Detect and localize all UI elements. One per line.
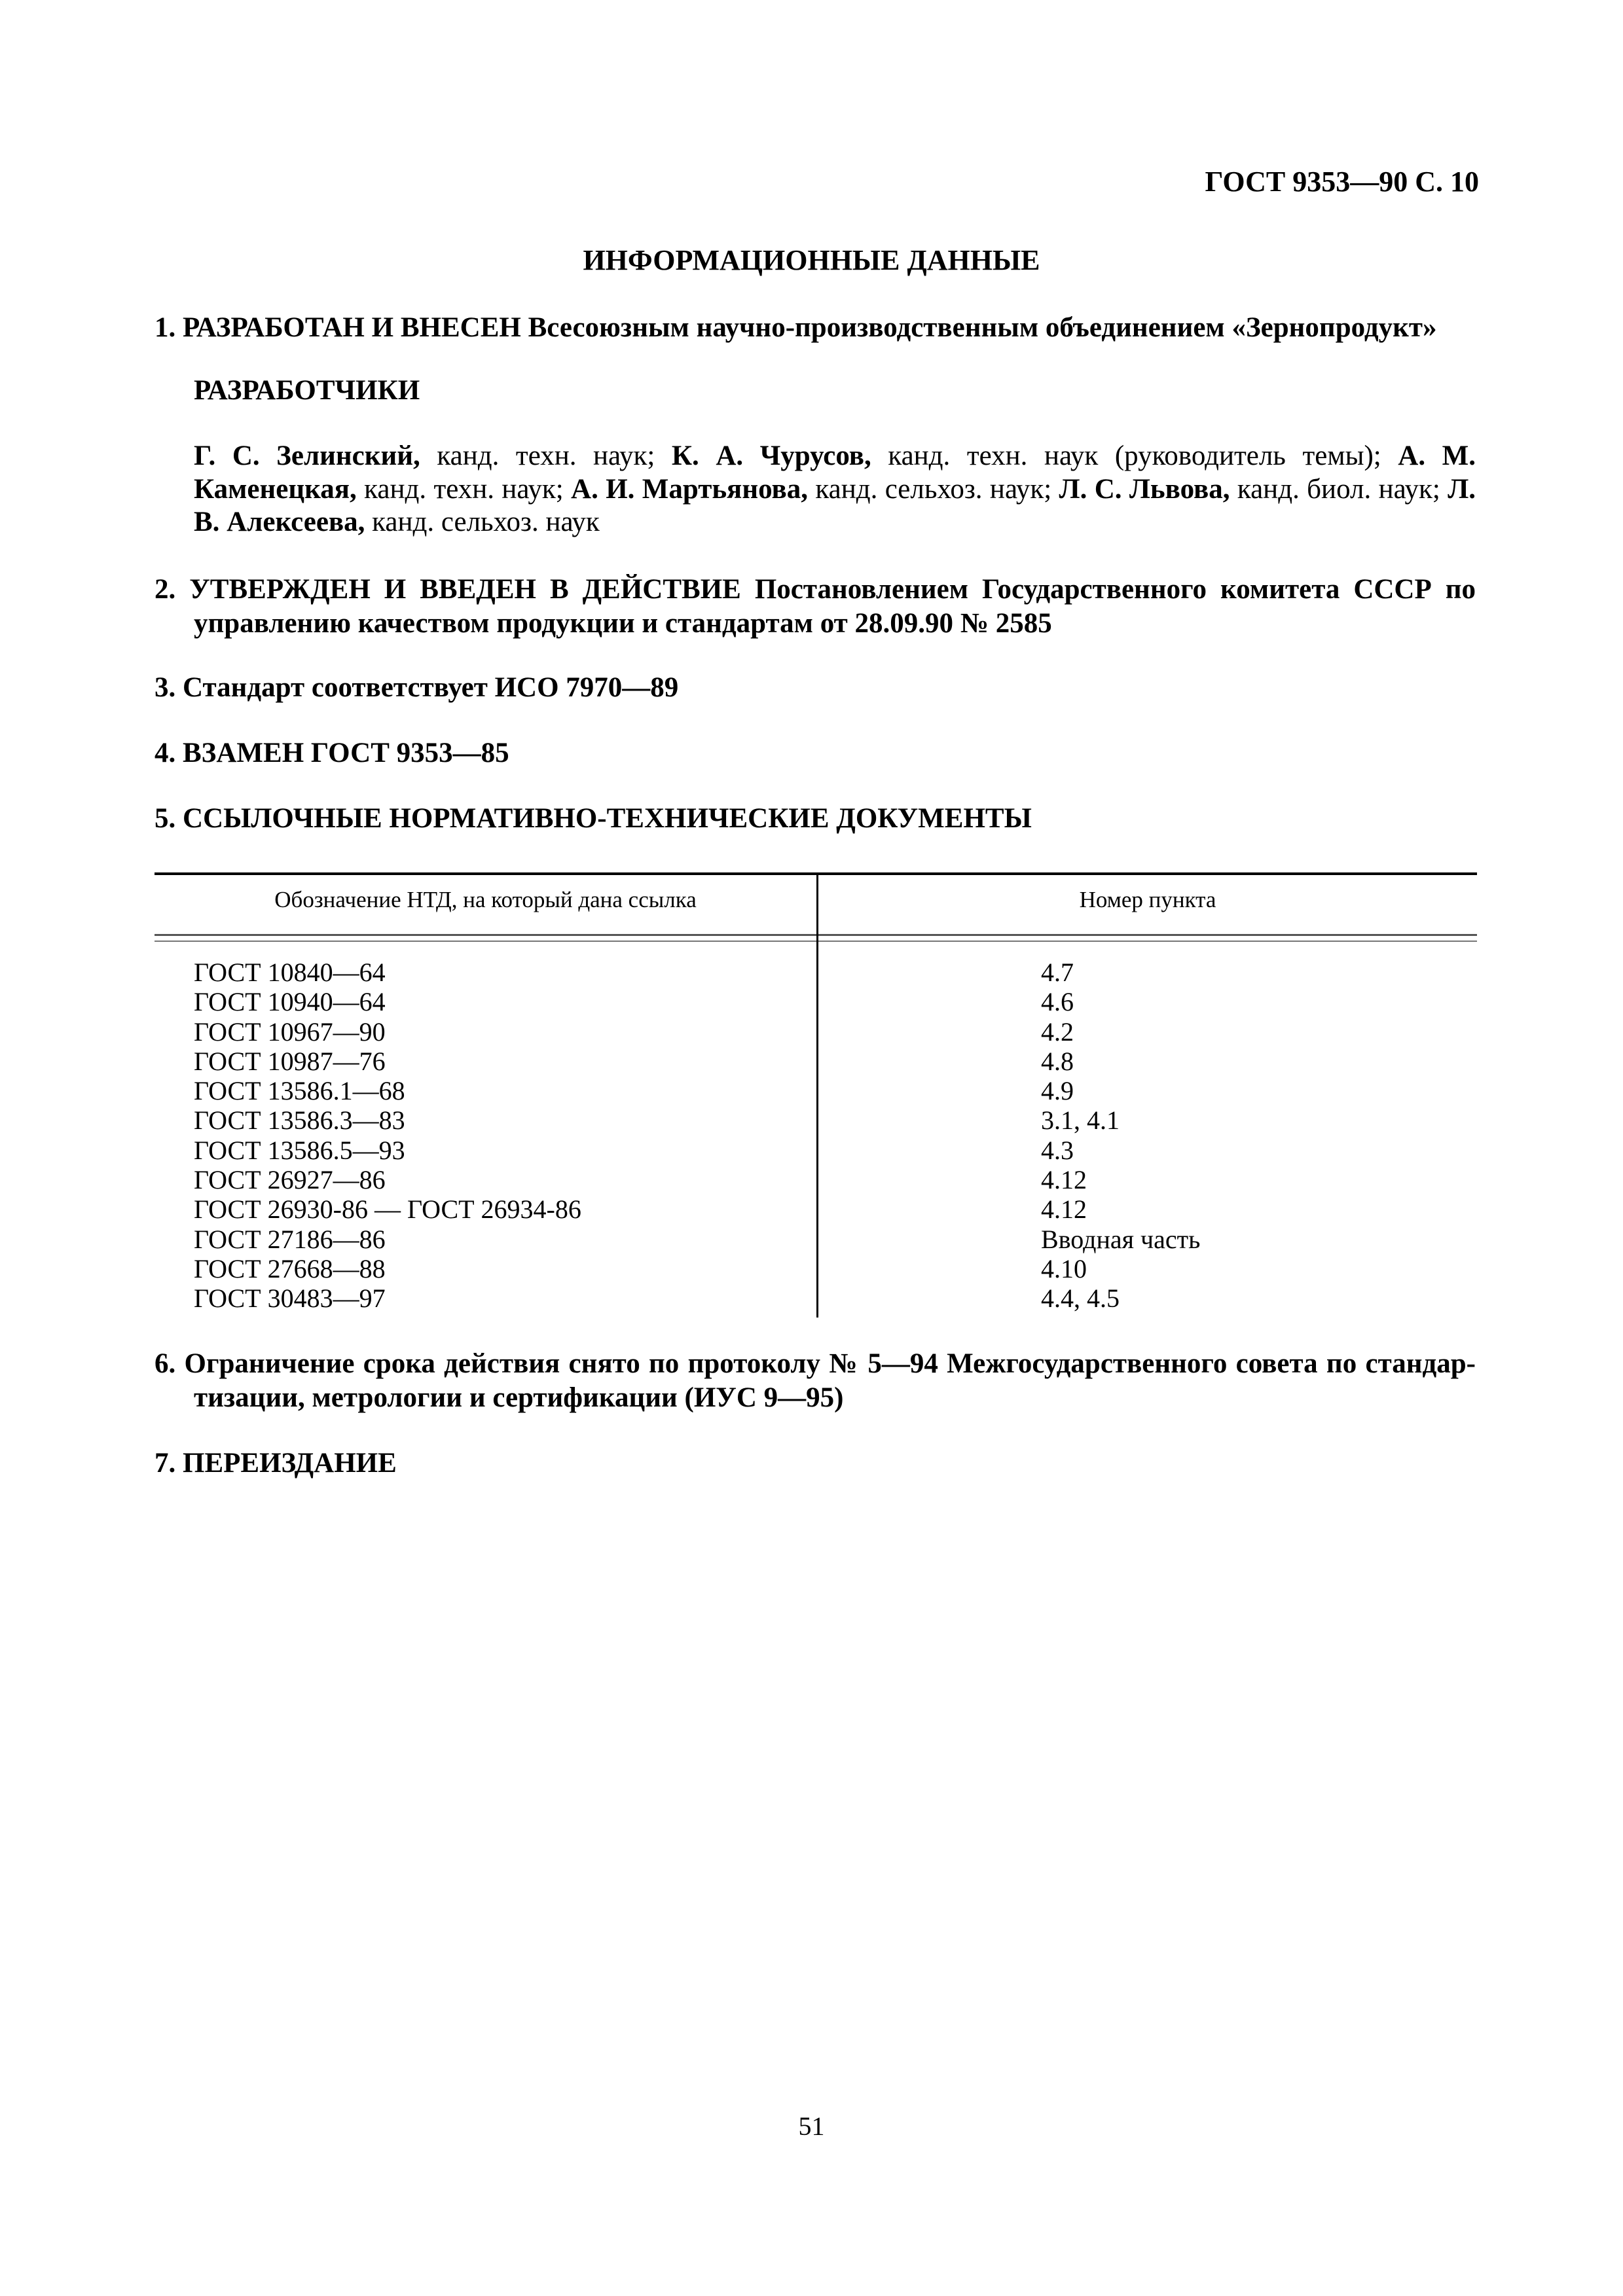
- cell-designation: ГОСТ 10940—64: [194, 987, 386, 1017]
- table-header-designation: Обозначение НТД, на который дана ссылка: [274, 887, 697, 912]
- cell-clause: 4.7: [1041, 958, 1074, 987]
- developer-degree: канд. техн. наук (руководитель темы);: [871, 440, 1398, 471]
- cell-designation: ГОСТ 13586.3—83: [194, 1105, 405, 1136]
- developer-degree: канд. техн. наук;: [420, 440, 672, 471]
- developer-name: Л. В. Алексеева,: [194, 473, 1476, 538]
- table-header-rule: [155, 934, 1477, 936]
- item-5: 5. ССЫЛОЧНЫЕ НОРМАТИВНО-ТЕХНИЧЕСКИЕ ДОКУМЕНТЫ: [155, 803, 1032, 834]
- developer-name: А. И. Мартьянова,: [571, 473, 808, 505]
- developer-name: Л. С. Львова,: [1059, 473, 1230, 505]
- table-body: [155, 958, 1477, 1314]
- cell-clause: 4.2: [1041, 1016, 1074, 1047]
- cell-clause: 4.12: [1041, 1165, 1087, 1195]
- item-2: 2. УТВЕРЖДЕН И ВВЕДЕН В ДЕЙСТВИЕ Постановлением Государственного комитета СССР по управлению качеством продукции и стандартам от 28.09.90 № 2585: [155, 574, 1476, 639]
- cell-designation: ГОСТ 27668—88: [194, 1253, 386, 1283]
- cell-designation: ГОСТ 10840—64: [194, 958, 386, 987]
- item-7: 7. ПЕРЕИЗДАНИЕ: [155, 1448, 397, 1479]
- developer-degree: канд. сельхоз. наук: [365, 507, 600, 538]
- developers-heading: РАЗРАБОТЧИКИ: [194, 375, 420, 406]
- developer-name: К. А. Чурусов,: [671, 440, 871, 471]
- table-row: [155, 1283, 1477, 1313]
- cell-clause: 4.6: [1041, 987, 1074, 1017]
- cell-designation: ГОСТ 26930-86 — ГОСТ 26934-86: [194, 1194, 581, 1225]
- table-row: [155, 987, 1477, 1016]
- developer-degree: канд. техн. наук;: [356, 473, 572, 505]
- table-row: [155, 1225, 1477, 1254]
- cell-clause: 4.8: [1041, 1046, 1074, 1076]
- item-4: 4. ВЗАМЕН ГОСТ 9353—85: [155, 738, 509, 768]
- table-row: [155, 1047, 1477, 1076]
- item-3: 3. Стандарт соответствует ИСО 7970—89: [155, 672, 679, 703]
- table-row: [155, 1136, 1477, 1165]
- table-header-rule-2: [155, 941, 1477, 942]
- table-row: [155, 1165, 1477, 1194]
- table-row: [155, 1017, 1477, 1047]
- references-table: [155, 872, 1477, 1318]
- section-title: ИНФОРМАЦИОННЫЕ ДАННЫЕ: [583, 244, 1040, 276]
- cell-designation: ГОСТ 13586.5—93: [194, 1135, 405, 1165]
- cell-clause: 4.4, 4.5: [1041, 1283, 1120, 1314]
- cell-clause: 4.12: [1041, 1194, 1087, 1225]
- document-header: ГОСТ 9353—90 С. 10: [1205, 166, 1479, 198]
- cell-clause: 4.3: [1041, 1135, 1074, 1165]
- cell-designation: ГОСТ 27186—86: [194, 1224, 386, 1254]
- item-6: 6. Ограничение срока действия снято по протоколу № 5—94 Межгосударственного совета по стандартизации, метрологии и сертификации (ИУС 9—95): [155, 1348, 1476, 1413]
- cell-designation: ГОСТ 10987—76: [194, 1046, 386, 1076]
- cell-designation: ГОСТ 26927—86: [194, 1165, 386, 1195]
- developer-name: А. М. Каменецкая,: [194, 440, 1476, 505]
- cell-designation: ГОСТ 30483—97: [194, 1283, 386, 1314]
- table-top-rule: [155, 872, 1477, 875]
- table-row: [155, 1254, 1477, 1283]
- item-1: [155, 311, 1476, 345]
- developer-degree: канд. сельхоз. наук;: [808, 473, 1059, 505]
- developer-name: Г. С. Зелинский,: [194, 440, 420, 471]
- page-number: 51: [798, 2111, 825, 2141]
- cell-designation: ГОСТ 13586.1—68: [194, 1076, 405, 1106]
- cell-clause: 4.10: [1041, 1253, 1087, 1283]
- cell-clause: 4.9: [1041, 1076, 1074, 1106]
- cell-designation: ГОСТ 10967—90: [194, 1016, 386, 1047]
- cell-clause: Вводная часть: [1041, 1224, 1201, 1254]
- developers-list: [194, 440, 1476, 539]
- table-row: [155, 1194, 1477, 1224]
- table-header-clause: Номер пункта: [1079, 887, 1216, 912]
- table-row: [155, 1076, 1477, 1105]
- table-row: [155, 958, 1477, 987]
- developer-degree: канд. биол. наук;: [1230, 473, 1448, 505]
- cell-clause: 3.1, 4.1: [1041, 1105, 1120, 1136]
- table-row: [155, 1105, 1477, 1135]
- item-1-text: 1. РАЗРАБОТАН И ВНЕСЕН Всесоюзным научно-производственным объединением «Зернопродукт»: [155, 312, 1437, 343]
